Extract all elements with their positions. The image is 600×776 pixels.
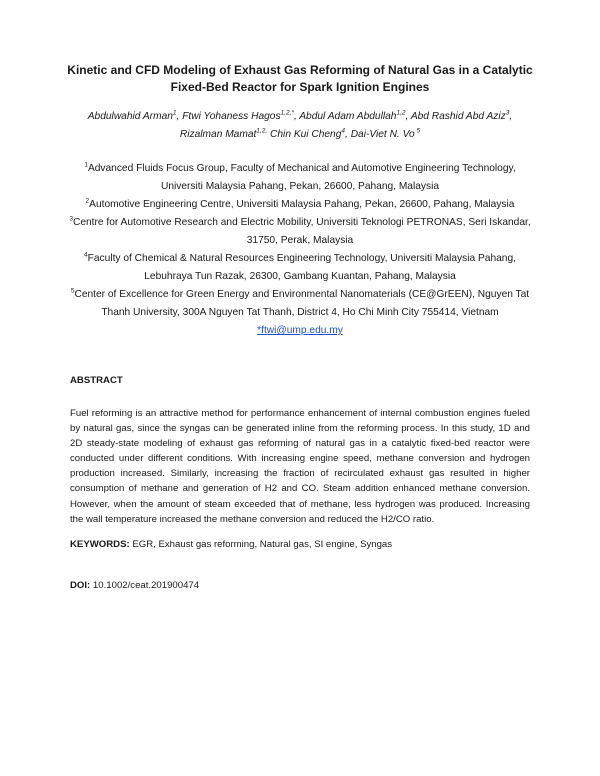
- doi-label: DOI:: [70, 580, 91, 591]
- author-1: Abdulwahid Arman$^1$,: [87, 109, 183, 122]
- affiliation-5: $^5$Center of Excellence for Green Energy and Environmental Nanomaterials (CE@GrEEN), Nguyen Tat Thanh University, 300A Nguyen Tat Thanh, District 4, Ho Chi Minh City 755414, Vietnam: [70, 287, 530, 318]
- title-line-1: Kinetic and CFD Modeling of Exhaust Gas Reforming of Natural Gas in a Catalytic: [67, 63, 533, 77]
- affiliation-4: $^4$Faculty of Chemical & Natural Resources Engineering Technology, Universiti Malaysia Pahang, Lebuhraya Tun Razak, 26300, Gambang Kuantan, Pahang, Malaysia: [84, 251, 516, 282]
- author-7: Dai-Viet N. Vo $^5$: [350, 127, 421, 140]
- author-4: Abd Rashid Abd Aziz$^3$,: [410, 109, 513, 122]
- doi-line: [70, 580, 530, 591]
- doi-text: 10.1002/ceat.201900474: [90, 580, 200, 591]
- affiliation-list: [62, 160, 538, 322]
- paper-title: [60, 62, 540, 96]
- affiliation-3: $^3$Centre for Automotive Research and Electric Mobility, Universiti Teknologi PETRONAS, Seri Iskandar, 31750, Perak, Malaysia: [69, 215, 531, 246]
- keywords-text: EGR, Exhaust gas reforming, Natural gas, SI engine, Syngas: [129, 539, 393, 550]
- author-list: [60, 108, 540, 144]
- author-6: Chin Kui Cheng$^4$,: [270, 127, 351, 140]
- abstract-heading: ABSTRACT: [70, 375, 123, 386]
- author-3: Abdul Adam Abdullah$^{1,2}$,: [299, 109, 411, 122]
- corresponding-email: [60, 325, 540, 336]
- title-line-2: Fixed-Bed Reactor for Spark Ignition Engines: [170, 80, 430, 94]
- affiliation-2: $^2$Automotive Engineering Centre, Universiti Malaysia Pahang, Pekan, 26600, Pahang, Malaysia: [85, 197, 515, 210]
- affiliation-1: $^1$Advanced Fluids Focus Group, Faculty of Mechanical and Automotive Engineering Technology, Universiti Malaysia Pahang, Pekan, 26600, Pahang, Malaysia: [84, 161, 516, 192]
- email-link[interactable]: *ftwi@ump.edu.my: [257, 325, 343, 336]
- keywords-label: KEYWORDS:: [70, 539, 130, 550]
- keywords-line: [70, 539, 530, 550]
- author-5: Rizalman Mamat$^{1,2,}$: [179, 127, 268, 140]
- abstract-text: Fuel reforming is an attractive method for performance enhancement of internal combustion engines fueled by natural gas, since the syngas can be generated inline from the reforming process. In this study, 1D and 2D steady-state modeling of exhaust gas reforming of natural gas in a catalytic fixed-bed reactor were conducted under different conditions. With increasing engine speed, methane conversion and hydrogen production increased. Similarly, increasing the fraction of recirculated exhaust gas resulted in higher consumption of methane and generation of H2 and CO. Steam addition enhanced methane conversion. However, when the amount of steam exceeded that of methane, less hydrogen was produced. Increasing the wall temperature increased the methane conversion and reduced the H2/CO ratio.: [70, 408, 530, 525]
- author-2: Ftwi Yohaness Hagos$^{1,2,*}$,: [182, 109, 300, 122]
